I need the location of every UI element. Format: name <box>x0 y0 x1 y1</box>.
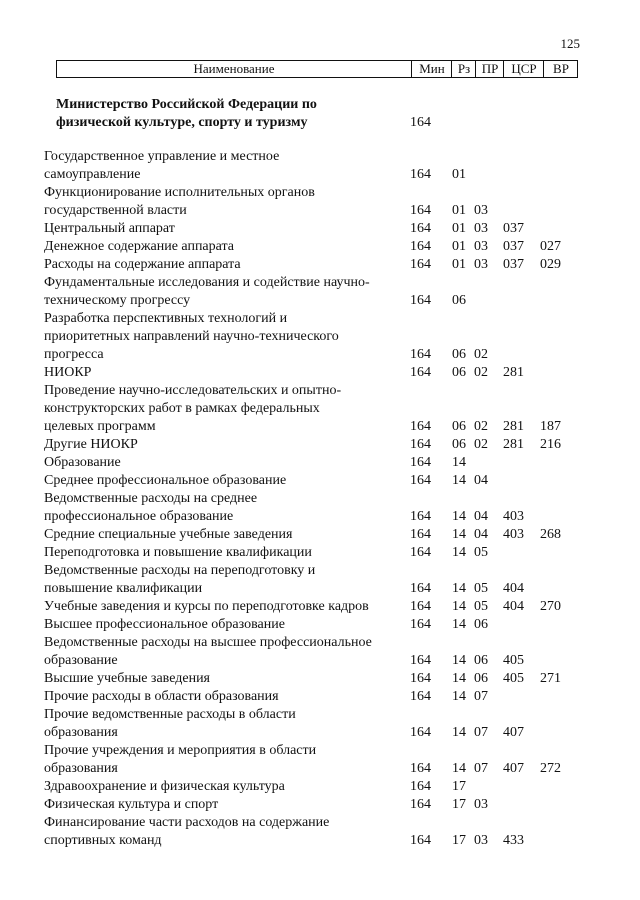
table-row <box>0 274 640 310</box>
code-csr: 405 <box>503 653 524 668</box>
code-rz: 17 <box>452 833 466 848</box>
code-rz: 14 <box>452 581 466 596</box>
row-name-line: Проведение научно-исследовательских и опытно- <box>44 383 342 398</box>
table-row <box>0 688 640 706</box>
table-row <box>0 238 640 256</box>
code-min: 164 <box>410 419 431 434</box>
code-csr: 281 <box>503 419 524 434</box>
row-name-line: спортивных команд <box>44 833 162 848</box>
table-header <box>56 60 578 78</box>
code-csr: 433 <box>503 833 524 848</box>
row-name-line: Другие НИОКР <box>44 437 138 452</box>
code-rz: 14 <box>452 725 466 740</box>
code-min: 164 <box>410 347 431 362</box>
code-csr: 403 <box>503 527 524 542</box>
code-rz: 01 <box>452 167 466 182</box>
code-min: 164 <box>410 833 431 848</box>
row-name-line: профессиональное образование <box>44 509 234 524</box>
row-name-line: НИОКР <box>44 365 92 380</box>
row-name <box>44 274 410 310</box>
code-min: 164 <box>410 653 431 668</box>
table-row <box>0 220 640 238</box>
code-csr: 405 <box>503 671 524 686</box>
table-row <box>0 598 640 616</box>
page-number: 125 <box>560 36 580 51</box>
row-name-line: Центральный аппарат <box>44 221 175 236</box>
code-rz: 14 <box>452 671 466 686</box>
row-name <box>44 796 410 814</box>
code-pr: 04 <box>474 527 488 542</box>
code-rz: 17 <box>452 779 466 794</box>
row-name-line: Учебные заведения и курсы по переподготовке кадров <box>44 599 369 614</box>
row-name <box>44 184 410 220</box>
code-min: 164 <box>410 617 431 632</box>
row-name-line: Разработка перспективных технологий и <box>44 311 288 326</box>
code-csr: 407 <box>503 761 524 776</box>
code-rz: 01 <box>452 203 466 218</box>
row-name <box>44 238 410 256</box>
row-name <box>44 472 410 490</box>
row-name-line: образования <box>44 725 118 740</box>
row-name <box>44 310 410 364</box>
header-name: Наименование <box>193 61 275 76</box>
code-vr: 216 <box>540 437 561 452</box>
table-row <box>0 382 640 436</box>
row-name-line: Ведомственные расходы на переподготовку и <box>44 563 316 578</box>
code-min: 164 <box>410 689 431 704</box>
code-min: 164 <box>410 761 431 776</box>
code-csr: 037 <box>503 239 524 254</box>
code-rz: 14 <box>452 545 466 560</box>
code-min: 164 <box>410 455 431 470</box>
code-pr: 05 <box>474 545 488 560</box>
table-row <box>0 796 640 814</box>
code-csr: 403 <box>503 509 524 524</box>
row-name-line: физической культуре, спорту и туризму <box>56 115 308 130</box>
code-min: 164 <box>410 545 431 560</box>
row-name <box>44 742 410 778</box>
code-min: 164 <box>410 797 431 812</box>
row-name-line: Прочие ведомственные расходы в области <box>44 707 296 722</box>
code-pr: 06 <box>474 617 488 632</box>
table-row <box>0 814 640 850</box>
row-name <box>44 148 410 184</box>
row-name-line: образование <box>44 653 118 668</box>
row-name-line: государственной власти <box>44 203 187 218</box>
table-row <box>0 706 640 742</box>
table-row <box>0 670 640 688</box>
code-pr: 03 <box>474 203 488 218</box>
row-name-line: образования <box>44 761 118 776</box>
code-min: 164 <box>410 115 431 130</box>
row-name-line: Денежное содержание аппарата <box>44 239 235 254</box>
code-rz: 06 <box>452 365 466 380</box>
table-row <box>0 256 640 274</box>
table-row <box>0 364 640 382</box>
code-rz: 14 <box>452 455 466 470</box>
row-name <box>44 616 410 634</box>
code-rz: 14 <box>452 599 466 614</box>
table-row <box>0 778 640 796</box>
code-min: 164 <box>410 167 431 182</box>
code-rz: 14 <box>452 617 466 632</box>
code-csr: 407 <box>503 725 524 740</box>
code-csr: 037 <box>503 221 524 236</box>
row-name <box>44 688 410 706</box>
row-name-line: техническому прогрессу <box>44 293 191 308</box>
row-name <box>44 598 410 616</box>
header-vr: ВР <box>543 61 578 77</box>
row-name <box>56 96 422 132</box>
row-name-line: Переподготовка и повышение квалификации <box>44 545 312 560</box>
row-name <box>44 814 410 850</box>
code-pr: 07 <box>474 689 488 704</box>
code-pr: 07 <box>474 725 488 740</box>
code-min: 164 <box>410 779 431 794</box>
row-name-line: Среднее профессиональное образование <box>44 473 287 488</box>
code-csr: 404 <box>503 599 524 614</box>
row-name-line: Образование <box>44 455 121 470</box>
code-rz: 01 <box>452 257 466 272</box>
table-row <box>0 742 640 778</box>
code-csr: 404 <box>503 581 524 596</box>
row-name-line: Высшие учебные заведения <box>44 671 210 686</box>
code-min: 164 <box>410 509 431 524</box>
code-min: 164 <box>410 725 431 740</box>
header-pr: ПР <box>475 61 504 77</box>
table-row <box>0 616 640 634</box>
code-rz: 06 <box>452 419 466 434</box>
table-row <box>0 544 640 562</box>
code-pr: 03 <box>474 257 488 272</box>
code-rz: 01 <box>452 221 466 236</box>
row-name-line: Расходы на содержание аппарата <box>44 257 241 272</box>
table-row <box>0 562 640 598</box>
row-name-line: Ведомственные расходы на среднее <box>44 491 258 506</box>
row-name-line: Фундаментальные исследования и содействие научно- <box>44 275 370 290</box>
code-vr: 272 <box>540 761 561 776</box>
code-min: 164 <box>410 473 431 488</box>
row-name-line: целевых программ <box>44 419 156 434</box>
row-name <box>44 706 410 742</box>
row-name-line: конструкторских работ в рамках федеральных <box>44 401 320 416</box>
row-name-line: Функционирование исполнительных органов <box>44 185 315 200</box>
code-min: 164 <box>410 599 431 614</box>
code-pr: 02 <box>474 365 488 380</box>
code-vr: 271 <box>540 671 561 686</box>
code-rz: 06 <box>452 437 466 452</box>
code-rz: 14 <box>452 761 466 776</box>
code-pr: 06 <box>474 671 488 686</box>
code-min: 164 <box>410 437 431 452</box>
table-row <box>0 634 640 670</box>
row-name <box>44 382 410 436</box>
code-min: 164 <box>410 581 431 596</box>
code-vr: 187 <box>540 419 561 434</box>
row-name-line: Государственное управление и местное <box>44 149 280 164</box>
code-min: 164 <box>410 293 431 308</box>
row-name-line: самоуправление <box>44 167 141 182</box>
row-name-line: Прочие расходы в области образования <box>44 689 279 704</box>
row-name-line: прогресса <box>44 347 104 362</box>
code-csr: 281 <box>503 365 524 380</box>
row-name <box>44 256 410 274</box>
table-row <box>0 454 640 472</box>
row-name-line: Министерство Российской Федерации по <box>56 97 317 112</box>
code-pr: 04 <box>474 509 488 524</box>
row-name <box>44 778 410 796</box>
row-name-line: Прочие учреждения и мероприятия в области <box>44 743 317 758</box>
table-row <box>0 436 640 454</box>
code-pr: 06 <box>474 653 488 668</box>
code-vr: 029 <box>540 257 561 272</box>
table-body <box>0 96 640 850</box>
code-pr: 03 <box>474 833 488 848</box>
table-row <box>0 148 640 184</box>
row-name <box>44 562 410 598</box>
code-pr: 05 <box>474 599 488 614</box>
row-name-line: Здравоохранение и физическая культура <box>44 779 285 794</box>
table-row <box>0 96 640 132</box>
code-pr: 02 <box>474 347 488 362</box>
code-min: 164 <box>410 239 431 254</box>
code-rz: 14 <box>452 527 466 542</box>
header-rz: Рз <box>451 61 476 77</box>
header-min: Мин <box>411 61 452 77</box>
table-row <box>0 472 640 490</box>
code-min: 164 <box>410 257 431 272</box>
row-name-line: повышение квалификации <box>44 581 203 596</box>
row-name-line: Физическая культура и спорт <box>44 797 219 812</box>
table-row <box>0 310 640 364</box>
code-rz: 17 <box>452 797 466 812</box>
row-name-line: приоритетных направлений научно-технического <box>44 329 339 344</box>
code-min: 164 <box>410 221 431 236</box>
header-csr: ЦСР <box>503 61 544 77</box>
row-name <box>44 490 410 526</box>
row-name <box>44 364 410 382</box>
table-row <box>0 490 640 526</box>
code-pr: 05 <box>474 581 488 596</box>
code-pr: 03 <box>474 797 488 812</box>
code-min: 164 <box>410 203 431 218</box>
row-name-line: Средние специальные учебные заведения <box>44 527 293 542</box>
code-rz: 01 <box>452 239 466 254</box>
code-rz: 14 <box>452 473 466 488</box>
code-pr: 07 <box>474 761 488 776</box>
code-min: 164 <box>410 527 431 542</box>
code-rz: 14 <box>452 509 466 524</box>
code-pr: 02 <box>474 437 488 452</box>
code-csr: 037 <box>503 257 524 272</box>
code-rz: 06 <box>452 293 466 308</box>
code-pr: 03 <box>474 239 488 254</box>
row-name-line: Финансирование части расходов на содержание <box>44 815 330 830</box>
code-csr: 281 <box>503 437 524 452</box>
table-row <box>0 526 640 544</box>
row-name <box>44 544 410 562</box>
row-name <box>44 670 410 688</box>
row-name <box>44 634 410 670</box>
code-pr: 02 <box>474 419 488 434</box>
row-name-line: Высшее профессиональное образование <box>44 617 285 632</box>
row-name <box>44 526 410 544</box>
code-pr: 04 <box>474 473 488 488</box>
code-rz: 14 <box>452 653 466 668</box>
code-vr: 270 <box>540 599 561 614</box>
row-name <box>44 220 410 238</box>
row-name <box>44 436 410 454</box>
code-pr: 03 <box>474 221 488 236</box>
table-row <box>0 184 640 220</box>
code-rz: 06 <box>452 347 466 362</box>
code-min: 164 <box>410 365 431 380</box>
row-name-line: Ведомственные расходы на высшее профессиональное <box>44 635 372 650</box>
code-min: 164 <box>410 671 431 686</box>
code-rz: 14 <box>452 689 466 704</box>
code-vr: 268 <box>540 527 561 542</box>
row-name <box>44 454 410 472</box>
code-vr: 027 <box>540 239 561 254</box>
